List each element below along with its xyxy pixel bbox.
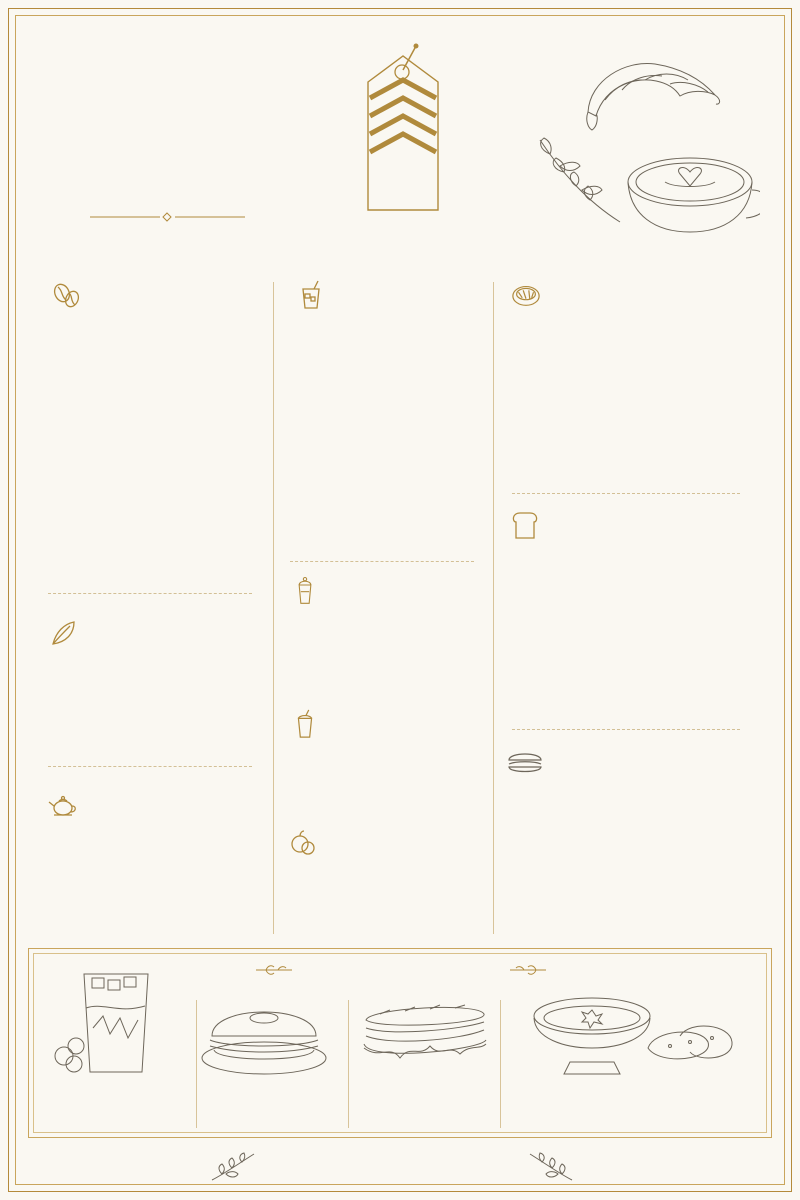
savoury-title <box>552 287 560 309</box>
soup-illustration <box>530 990 740 1080</box>
bialy-sandwich-illustration <box>198 992 330 1080</box>
milkshake-icon <box>290 575 320 605</box>
sandwich-icon <box>506 746 544 776</box>
sprig-left-icon <box>256 963 292 977</box>
teapot-icon <box>48 790 78 820</box>
column-divider-1 <box>273 282 274 934</box>
divider <box>290 561 474 562</box>
iced-matcha-illustration <box>48 968 158 1080</box>
signature-divider <box>196 1000 197 1128</box>
smoothie-icon <box>290 709 320 739</box>
pastry-icon <box>511 280 541 310</box>
iced-drinks-heading <box>294 329 298 347</box>
sprig-right-icon <box>510 963 546 977</box>
baguette-sandwich-illustration <box>360 1000 490 1080</box>
laurel-left-icon <box>210 1148 256 1184</box>
signature-divider <box>348 1000 349 1128</box>
divider <box>48 593 252 594</box>
croissant-coffee-illustration <box>530 50 760 240</box>
diamond-divider-icon <box>90 212 245 222</box>
coffee-beans-icon <box>51 280 81 310</box>
fruit-icon <box>288 828 318 858</box>
chevron-logo-icon <box>366 42 440 212</box>
toast-icon <box>510 510 540 540</box>
teapot-title <box>84 795 92 817</box>
laurel-right-icon <box>528 1148 574 1184</box>
juices-title <box>324 837 332 859</box>
leaf-icon <box>48 618 78 648</box>
cold-cup-icon <box>296 280 326 310</box>
milkshakes-title <box>329 587 337 609</box>
column-divider-2 <box>493 282 494 934</box>
divider <box>48 766 252 767</box>
divider <box>512 493 740 494</box>
brand-logo <box>366 42 440 212</box>
signature-divider <box>500 1000 501 1128</box>
smoothies-title <box>325 719 333 741</box>
divider <box>512 729 740 730</box>
